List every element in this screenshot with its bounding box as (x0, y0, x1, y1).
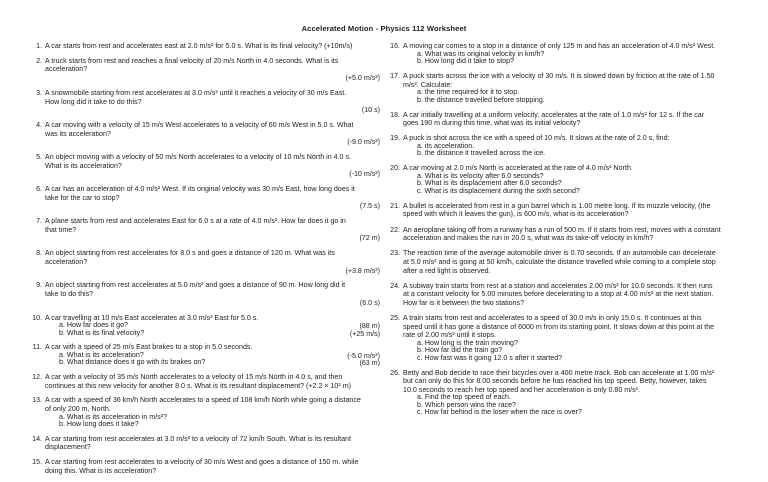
sub-question: a. What is its acceleration? (59, 350, 144, 359)
question-text: acceleration? (45, 65, 88, 74)
sub-question: a. Find the top speed of each. (417, 393, 511, 402)
sub-question: b. How far did the train go? (417, 346, 503, 355)
right-column (388, 42, 744, 423)
question-number: 7. (36, 217, 42, 226)
question-text: Betty and Bob decide to race their bicycles over a 400 metre track. Bob can accelerate at 1.00 m/s² (403, 368, 715, 377)
question-item (30, 249, 380, 275)
sub-question: a. How far does it go? (59, 321, 129, 330)
question-item (30, 343, 380, 366)
question-text: A puck starts across the ice with a velocity of 30 m/s. It is slowed down by friction at the rate of 1.50 (403, 72, 715, 80)
answer-text: (10 s) (361, 106, 380, 115)
question-number: 8. (36, 249, 42, 258)
question-text: What is its acceleration? (45, 161, 122, 170)
question-item (30, 57, 380, 83)
question-number: 16. (390, 42, 400, 50)
question-number: 14. (32, 434, 42, 443)
question-item (30, 373, 380, 390)
question-item (30, 89, 380, 115)
question-text: An object starting from rest accelerates for 8.0 s and goes a distance of 120 m. What was its (45, 249, 335, 258)
sub-question: c. What is its displacement during the sixth second? (417, 186, 580, 195)
sub-question: a. How long is the train moving? (417, 338, 518, 347)
question-text: was its acceleration? (45, 129, 111, 138)
question-number: 25. (390, 314, 400, 323)
question-item (30, 458, 380, 475)
question-number: 23. (390, 249, 400, 258)
question-text: An object starting from rest accelerates at 5.0 m/s² and goes a distance of 90 m. How long did it (45, 281, 346, 290)
question-number: 6. (36, 185, 42, 194)
sub-question: b. What is its displacement after 6.0 seconds? (417, 179, 562, 188)
answer-text: (+25 m/s) (349, 329, 380, 338)
answer-text: (+5.0 m/s²) (345, 74, 380, 83)
question-item (388, 72, 744, 104)
question-text: take to do this? (45, 290, 94, 299)
answer-text: (-5.0 m/s²) (347, 351, 380, 360)
question-item (388, 111, 744, 128)
question-number: 5. (36, 153, 42, 162)
question-text: at a constant velocity for 5.00 minutes before decelerating to a stop at 4.00 m/s² at the next station. (403, 290, 714, 299)
question-item (30, 314, 380, 337)
question-text: continues at this new velocity for another 8.0 s. What is its resultant displacement? (+2.2 × 10² m) (45, 381, 351, 390)
page-title: Accelerated Motion - Physics 112 Worksheet (301, 24, 467, 33)
question-item (388, 134, 744, 157)
question-text: speed until it has gone a distance of 6000 m from its starting point. It slows down at this point at the (403, 322, 715, 331)
question-item (388, 314, 744, 362)
question-number: 20. (390, 164, 400, 173)
left-column (30, 42, 380, 482)
sub-question: b. How long did it take to stop? (417, 57, 515, 65)
question-text: A car with a velocity of 35 m/s North accelerates to a velocity of 15 m/s North in 4.0 s, and then (45, 372, 343, 381)
question-text: An aeroplane taking off from a runway has a run of 500 m. If it starts from rest, moves with a constant (403, 225, 721, 234)
question-text: goes 190 m during this time, what was its initial velocity? (403, 119, 581, 128)
question-text: A bullet is accelerated from rest in a gun barrel which is 1.00 metre long. If its muzzle velocity, (the (403, 201, 711, 210)
sub-question: a. What is its acceleration in m/s²? (59, 412, 168, 421)
question-text: A car moving with a velocity of 15 m/s West accelerates to a velocity of 60 m/s West in 5.0 s. What (45, 121, 354, 130)
question-text: A puck is shot across the ice with a speed of 10 m/s. It slows at the rate of 2.0 s, find: (403, 134, 670, 143)
question-item (388, 282, 744, 308)
question-text: A snowmobile starting from rest accelerates at 3.0 m/s² until it reaches a velocity of 30 m/s East. (45, 88, 347, 97)
answer-text: (88 m) (359, 322, 380, 331)
sub-question: a. the time required for it to stop. (417, 88, 520, 97)
question-number: 17. (390, 72, 400, 80)
sub-question: a. What was its original velocity in km/h? (417, 49, 545, 58)
question-text: but can only do this for 8.00 seconds before he has reached his top speed. Betty, however, takes (403, 377, 707, 386)
question-text: A truck starts from rest and reaches a final velocity of 20 m/s North in 4.0 seconds. What is its (45, 56, 339, 65)
question-text: rate of 2.00 m/s² until it stops. (403, 331, 497, 340)
question-text: A plane starts from rest and accelerates East for 6.0 s at a rate of 4.0 m/s². How far does it go in (45, 217, 346, 226)
sub-question: b. the distance it travelled across the ice. (417, 149, 546, 158)
sub-question: b. What distance does it go with its brakes on? (59, 358, 206, 367)
question-text: How far is it between the two stations? (403, 298, 525, 307)
question-item (388, 369, 744, 417)
question-item (30, 217, 380, 243)
question-number: 22. (390, 225, 400, 234)
question-text: acceleration and makes the run in 20.0 s, what was its take-off velocity in km/h? (403, 234, 654, 243)
answer-text: (7.5 s) (359, 202, 380, 211)
sub-question: b. What is its final velocity? (59, 328, 145, 337)
question-item (30, 435, 380, 452)
question-text: A train starts from rest and accelerates to a speed of 30.0 m/s in only 15.0 s. It continues at this (403, 314, 702, 323)
question-text: acceleration? (45, 257, 88, 266)
question-text: that time? (45, 225, 77, 234)
question-text: A car with a speed of 36 km/h North accelerates to a speed of 108 km/h North while going a distance (45, 396, 361, 405)
question-text: The reaction time of the average automobile driver is 0.70 seconds. If an automobile can decelerate (403, 249, 716, 258)
question-item (388, 226, 744, 243)
sub-question: b. the distance travelled before stopping. (417, 95, 545, 104)
question-number: 15. (32, 458, 42, 467)
answer-text: (63 m) (359, 359, 380, 368)
question-number: 18. (390, 110, 400, 119)
question-number: 19. (390, 134, 400, 143)
question-item (388, 249, 744, 275)
question-item (30, 42, 380, 51)
sub-question: b. Which person wins the race? (417, 400, 516, 409)
question-number: 13. (32, 396, 42, 405)
answer-text: (72 m) (359, 234, 380, 243)
question-text: A subway train starts from rest at a station and accelerates 2.00 m/s² for 10.0 seconds. It then runs (403, 281, 713, 290)
question-text: displacement? (45, 443, 91, 452)
answer-text: (-9.0 m/s²) (347, 138, 380, 147)
answer-text: (6.0 s) (359, 298, 380, 307)
sub-question: a. What is its velocity after 6.0 seconds? (417, 171, 544, 180)
question-text: A car has an acceleration of 4.0 m/s² West. If its original velocity was 30 m/s East, how long does it (45, 185, 355, 194)
answer-text: (-10 m/s²) (349, 170, 380, 179)
question-text: 10.0 seconds to reach her top speed and her acceleration is only 0.80 m/s². (403, 385, 640, 394)
question-item (30, 396, 380, 428)
question-number: 12. (32, 372, 42, 381)
question-text: take for the car to stop? (45, 193, 120, 202)
sub-question: a. its acceleration. (417, 141, 475, 150)
question-text: A car travelling at 10 m/s East accelerates at 3.0 m/s² East for 5.0 s. (45, 313, 259, 322)
question-item (30, 281, 380, 307)
question-text: after a red light is observed. (403, 266, 491, 275)
question-number: 4. (36, 121, 42, 130)
question-number: 24. (390, 281, 400, 290)
question-number: 2. (36, 56, 42, 65)
question-item (388, 202, 744, 219)
question-text: A moving car comes to a stop in a distance of only 125 m and has an acceleration of 4.0 m/s² West. (403, 42, 716, 50)
question-item (30, 185, 380, 211)
sub-question: c. How fast was it going 12.0 s after it started? (417, 353, 563, 362)
question-item (30, 121, 380, 147)
question-number: 3. (36, 88, 42, 97)
question-text: A car starting from rest accelerates to a velocity of 30 m/s West and goes a distance of 150 m. while (45, 458, 359, 467)
sub-question: c. How far behind is the loser when the race is over? (417, 408, 582, 417)
question-text: A car starts from rest and accelerates east at 2.0 m/s² for 5.0 s. What is its final velocity? (+10m/s) (45, 42, 353, 50)
question-item (388, 42, 744, 65)
question-text: doing this. What is its acceleration? (45, 466, 157, 475)
question-text: of only 200 m, North. (45, 405, 111, 413)
question-number: 11. (32, 343, 42, 352)
answer-text: (+3.8 m/s²) (345, 266, 380, 275)
question-text: An object moving with a velocity of 50 m/s North accelerates to a velocity of 10 m/s North in 4.0 s. (45, 153, 351, 162)
question-text: A car with a speed of 25 m/s East brakes to a stop in 5.0 seconds. (45, 343, 253, 352)
question-text: at 5.0 m/s² and is going at 50 km/h, calculate the distance travelled while coming to a complete stop (403, 257, 716, 266)
question-number: 21. (390, 201, 400, 210)
sub-question: b. How long does it take? (59, 420, 139, 428)
question-text: How long did it take to do this? (45, 97, 142, 106)
question-number: 26. (390, 368, 400, 377)
question-text: A car initially travelling at a uniform velocity, accelerates at the rate of 1.0 m/s² for 12 s. If the car (403, 110, 705, 119)
question-number: 1. (36, 42, 42, 50)
question-number: 10. (32, 313, 42, 322)
question-number: 9. (36, 281, 42, 290)
question-item (388, 164, 744, 195)
question-text: A car starting from rest accelerates at 3.0 m/s² to a velocity of 72 km/h South. What is its resultant (45, 434, 351, 443)
question-text: A car moving at 2.0 m/s North is accelerated at the rate of 4.0 m/s² North. (403, 164, 633, 173)
question-text: m/s². Calculate: (403, 80, 453, 89)
question-item (30, 153, 380, 179)
question-text: speed with which it leaves the gun), is 600 m/s, what is its acceleration? (403, 210, 629, 219)
